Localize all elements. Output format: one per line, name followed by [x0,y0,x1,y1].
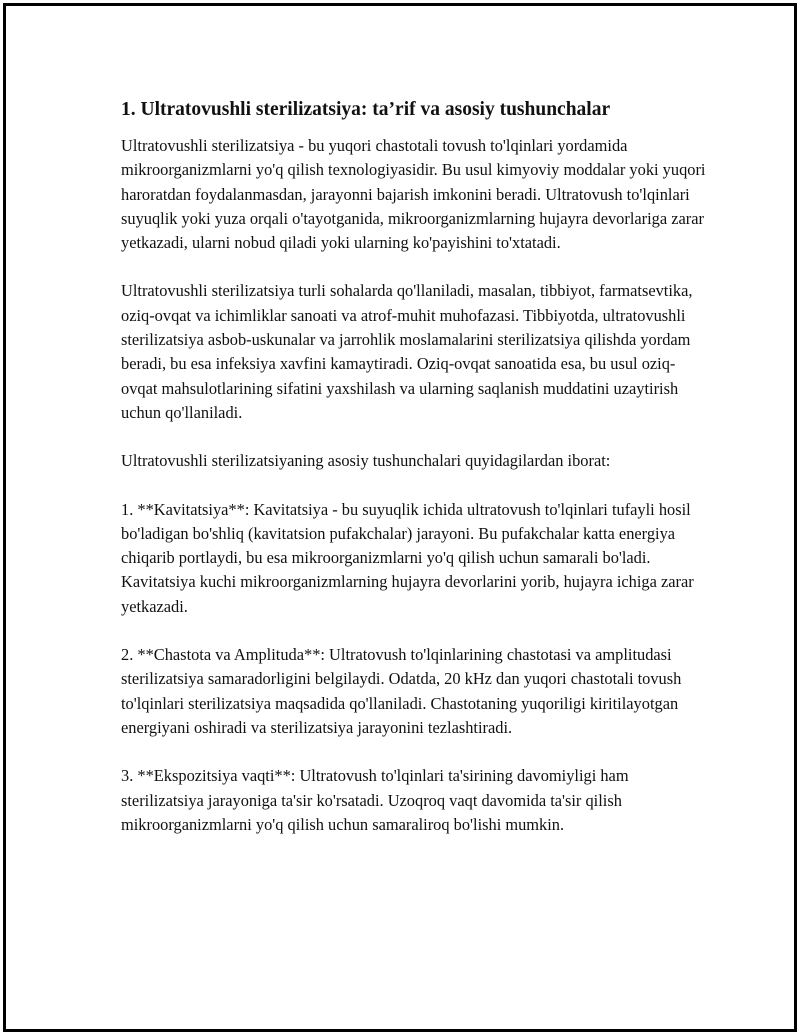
paragraph-applications: Ultratovushli sterilizatsiya turli sohalarda qo'llaniladi, masalan, tibbiyot, farmatsevtika, oziq-ovqat va ichimliklar sanoati va atrof-muhit muhofazasi. Tibbiyotda, ultratovushli sterilizatsiya asbob-uskunalar va jarrohlik moslamalarini sterilizatsiya qilishda yordam beradi, bu esa infeksiya xavfini kamaytiradi. Oziq-ovqat sanoatida esa, bu usul oziq-ovqat mahsulotlarining sifatini yaxshilash va ularning saqlanish muddatini uzaytirish uchun qo'llaniladi. [121,281,693,422]
paragraph-frequency-amplitude: 2. **Chastota va Amplituda**: Ultratovush to'lqinlarining chastotasi va amplitudasi sterilizatsiya samaradorligini belgilaydi. Odatda, 20 kHz dan yuqori chastotali tovush to'lqinlari sterilizatsiya maqsadida qo'llaniladi. Chastotaning yuqoriligi kiritilayotgan energiyani oshiradi va sterilizatsiya jarayonini tezlashtiradi. [121,645,682,737]
paragraph-cavitation: 1. **Kavitatsiya**: Kavitatsiya - bu suyuqlik ichida ultratovush to'lqinlari tufayli hosil bo'ladigan bo'shliq (kavitatsion pufakchalar) jarayoni. Bu pufakchalar katta energiya chiqarib portlaydi, bu esa mikroorganizmlarni yo'q qilish uchun samarali bo'ladi. Kavitatsiya kuchi mikroorganizmlarning hujayra devorlarini yorib, hujayra ichiga zarar yetkazadi. [121,499,694,616]
paragraph-exposure-time: 3. **Ekspozitsiya vaqti**: Ultratovush to'lqinlari ta'sirining davomiyligi ham sterilizatsiya jarayoniga ta'sir ko'rsatadi. Uzoqroq vaqt davomida ta'sir qilish mikroorganizmlarni yo'q qilish uchun samaraliroq bo'lishi mumkin. [121,766,629,834]
section-heading: 1. Ultratovushli sterilizatsiya: ta’rif va asosiy tushunchalar [121,99,611,120]
paragraph-concepts-intro: Ultratovushli sterilizatsiyaning asosiy tushunchalari quyidagilardan iborat: [121,451,611,471]
paragraph-definition: Ultratovushli sterilizatsiya - bu yuqori chastotali tovush to'lqinlari yordamida mikroorganizmlarni yo'q qilish texnologiyasidir. Bu usul kimyoviy moddalar yoki yuqori haroratdan foydalanmasdan, jarayonni bajarish imkonini beradi. Ultratovush to'lqinlari suyuqlik yoki yuza orqali o'tayotganida, mikroorganizmlarning hujayra devorlariga zarar yetkazadi, ularni nobud qiladi yoki ularning ko'payishini to'xtatadi. [121,136,706,253]
page-frame [3,3,797,1032]
document-body [121,96,706,861]
